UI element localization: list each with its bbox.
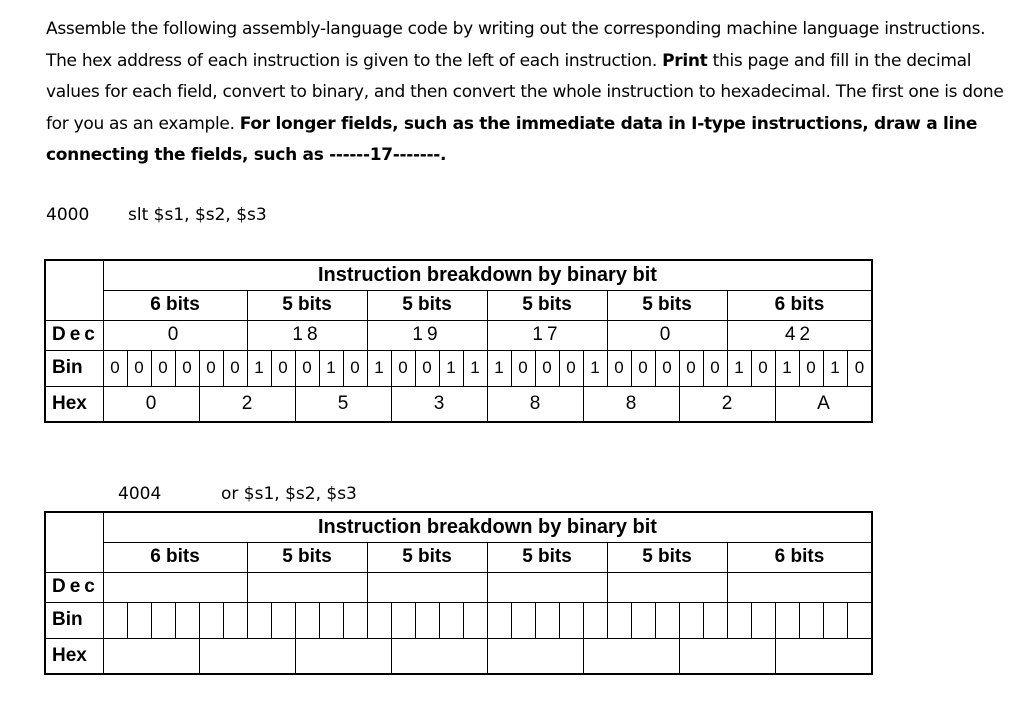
bin-bit-1[interactable] — [127, 602, 151, 638]
bin-bit-8: 0 — [295, 350, 319, 386]
bin-bit-17[interactable] — [511, 602, 535, 638]
bin-bit-25: 0 — [703, 350, 727, 386]
bin-bit-7[interactable] — [271, 602, 295, 638]
hex-digit-7: A — [775, 386, 872, 422]
dec-field-6[interactable] — [727, 572, 872, 602]
bin-bit-30[interactable] — [823, 602, 847, 638]
bin-bit-5: 0 — [223, 350, 247, 386]
bin-bit-14: 1 — [439, 350, 463, 386]
bin-bit-25[interactable] — [703, 602, 727, 638]
field-size-1: 6 bits — [103, 290, 247, 320]
field-size-6: 6 bits — [727, 290, 872, 320]
bin-bit-5[interactable] — [223, 602, 247, 638]
field-size-2: 5 bits — [247, 290, 367, 320]
field-size-5: 5 bits — [607, 542, 727, 572]
field-size-2: 5 bits — [247, 542, 367, 572]
field-size-5: 5 bits — [607, 290, 727, 320]
bin-bit-22: 0 — [631, 350, 655, 386]
bin-bit-9: 1 — [319, 350, 343, 386]
intro-print-bold: Print — [662, 50, 708, 71]
example-instruction-line — [46, 205, 267, 225]
bin-bit-14[interactable] — [439, 602, 463, 638]
bin-bit-28[interactable] — [775, 602, 799, 638]
field-size-1: 6 bits — [103, 542, 247, 572]
hex-digit-0: 0 — [103, 386, 199, 422]
bin-bit-30: 1 — [823, 350, 847, 386]
bin-bit-17: 0 — [511, 350, 535, 386]
hex-digit-1[interactable] — [199, 638, 295, 674]
example-address: 4000 — [46, 205, 90, 225]
bin-bit-16: 1 — [487, 350, 511, 386]
field-size-6: 6 bits — [727, 542, 872, 572]
bin-bit-19: 0 — [559, 350, 583, 386]
row-label-bin: Bin — [45, 350, 103, 386]
bin-bit-15: 1 — [463, 350, 487, 386]
hex-digit-5: 8 — [583, 386, 679, 422]
row-label-dec: Dec — [45, 572, 103, 602]
intro-bold-note: For longer fields, such as the immediate data in I-type instructions, draw a line connecting the fields, such as ------17-------. — [46, 113, 978, 166]
bin-bit-7: 0 — [271, 350, 295, 386]
bin-bit-4[interactable] — [199, 602, 223, 638]
bin-bit-29: 0 — [799, 350, 823, 386]
bin-bit-28: 1 — [775, 350, 799, 386]
bin-bit-13: 0 — [415, 350, 439, 386]
bin-bit-20: 1 — [583, 350, 607, 386]
hex-digit-6: 2 — [679, 386, 775, 422]
bin-bit-26: 1 — [727, 350, 751, 386]
bin-bit-6[interactable] — [247, 602, 271, 638]
bin-bit-0: 0 — [103, 350, 127, 386]
bin-bit-23: 0 — [655, 350, 679, 386]
field-size-3: 5 bits — [367, 290, 487, 320]
bin-bit-31[interactable] — [847, 602, 872, 638]
bin-bit-11: 1 — [367, 350, 391, 386]
bin-bit-13[interactable] — [415, 602, 439, 638]
bin-bit-24: 0 — [679, 350, 703, 386]
dec-field-1[interactable] — [103, 572, 247, 602]
hex-digit-2[interactable] — [295, 638, 391, 674]
exercise-address: 4004 — [118, 484, 162, 504]
bin-bit-26[interactable] — [727, 602, 751, 638]
bin-bit-27: 0 — [751, 350, 775, 386]
bin-bit-12: 0 — [391, 350, 415, 386]
hex-digit-0[interactable] — [103, 638, 199, 674]
row-label-bin: Bin — [45, 602, 103, 638]
example-instruction: slt $s1, $s2, $s3 — [128, 205, 267, 225]
hex-digit-2: 5 — [295, 386, 391, 422]
bin-bit-21: 0 — [607, 350, 631, 386]
row-label-dec: Dec — [45, 320, 103, 350]
row-label-hex: Hex — [45, 386, 103, 422]
hex-digit-6[interactable] — [679, 638, 775, 674]
dec-field-3[interactable] — [367, 572, 487, 602]
bin-bit-18[interactable] — [535, 602, 559, 638]
bin-bit-16[interactable] — [487, 602, 511, 638]
dec-field-2[interactable] — [247, 572, 367, 602]
dec-field-5[interactable] — [607, 572, 727, 602]
bin-bit-6: 1 — [247, 350, 271, 386]
bin-bit-20[interactable] — [583, 602, 607, 638]
hex-digit-5[interactable] — [583, 638, 679, 674]
bin-bit-3: 0 — [175, 350, 199, 386]
hex-digit-3[interactable] — [391, 638, 487, 674]
example-breakdown-table — [44, 259, 873, 423]
bin-bit-15[interactable] — [463, 602, 487, 638]
bin-bit-2: 0 — [151, 350, 175, 386]
field-size-4: 5 bits — [487, 290, 607, 320]
dec-field-6: 42 — [727, 320, 872, 350]
dec-field-5: 0 — [607, 320, 727, 350]
table-title: Instruction breakdown by binary bit — [103, 512, 872, 542]
bin-bit-10: 0 — [343, 350, 367, 386]
bin-bit-27[interactable] — [751, 602, 775, 638]
row-label-hex: Hex — [45, 638, 103, 674]
dec-field-2: 18 — [247, 320, 367, 350]
dec-field-1: 0 — [103, 320, 247, 350]
hex-digit-3: 3 — [391, 386, 487, 422]
bin-bit-12[interactable] — [391, 602, 415, 638]
bin-bit-24[interactable] — [679, 602, 703, 638]
exercise-instruction: or $s1, $s2, $s3 — [221, 484, 357, 504]
bin-bit-21[interactable] — [607, 602, 631, 638]
bin-bit-2[interactable] — [151, 602, 175, 638]
bin-bit-4: 0 — [199, 350, 223, 386]
field-size-4: 5 bits — [487, 542, 607, 572]
bin-bit-11[interactable] — [367, 602, 391, 638]
bin-bit-22[interactable] — [631, 602, 655, 638]
hex-digit-4[interactable] — [487, 638, 583, 674]
bin-bit-18: 0 — [535, 350, 559, 386]
exercise-breakdown-table — [44, 511, 873, 675]
dec-field-4: 17 — [487, 320, 607, 350]
bin-bit-31: 0 — [847, 350, 872, 386]
hex-digit-1: 2 — [199, 386, 295, 422]
bin-bit-9[interactable] — [319, 602, 343, 638]
bin-bit-19[interactable] — [559, 602, 583, 638]
bin-bit-3[interactable] — [175, 602, 199, 638]
table-title: Instruction breakdown by binary bit — [103, 260, 872, 290]
corner-cell — [45, 260, 103, 320]
intro-text-2: this page and fill in the decimal values for each field, convert to binary, and then convert the whole instruction to hexadecimal. The first one is done for you as an example. — [46, 50, 1004, 134]
bin-bit-23[interactable] — [655, 602, 679, 638]
bin-bit-8[interactable] — [295, 602, 319, 638]
bin-bit-10[interactable] — [343, 602, 367, 638]
dec-field-3: 19 — [367, 320, 487, 350]
bin-bit-1: 0 — [127, 350, 151, 386]
dec-field-4[interactable] — [487, 572, 607, 602]
instructions-paragraph — [46, 14, 1006, 172]
bin-bit-0[interactable] — [103, 602, 127, 638]
intro-text-1: Assemble the following assembly-language code by writing out the corresponding machine language instructions. The hex address of each instruction is given to the left of each instruction. — [46, 19, 986, 71]
hex-digit-4: 8 — [487, 386, 583, 422]
bin-bit-29[interactable] — [799, 602, 823, 638]
hex-digit-7[interactable] — [775, 638, 872, 674]
field-size-3: 5 bits — [367, 542, 487, 572]
corner-cell — [45, 512, 103, 572]
